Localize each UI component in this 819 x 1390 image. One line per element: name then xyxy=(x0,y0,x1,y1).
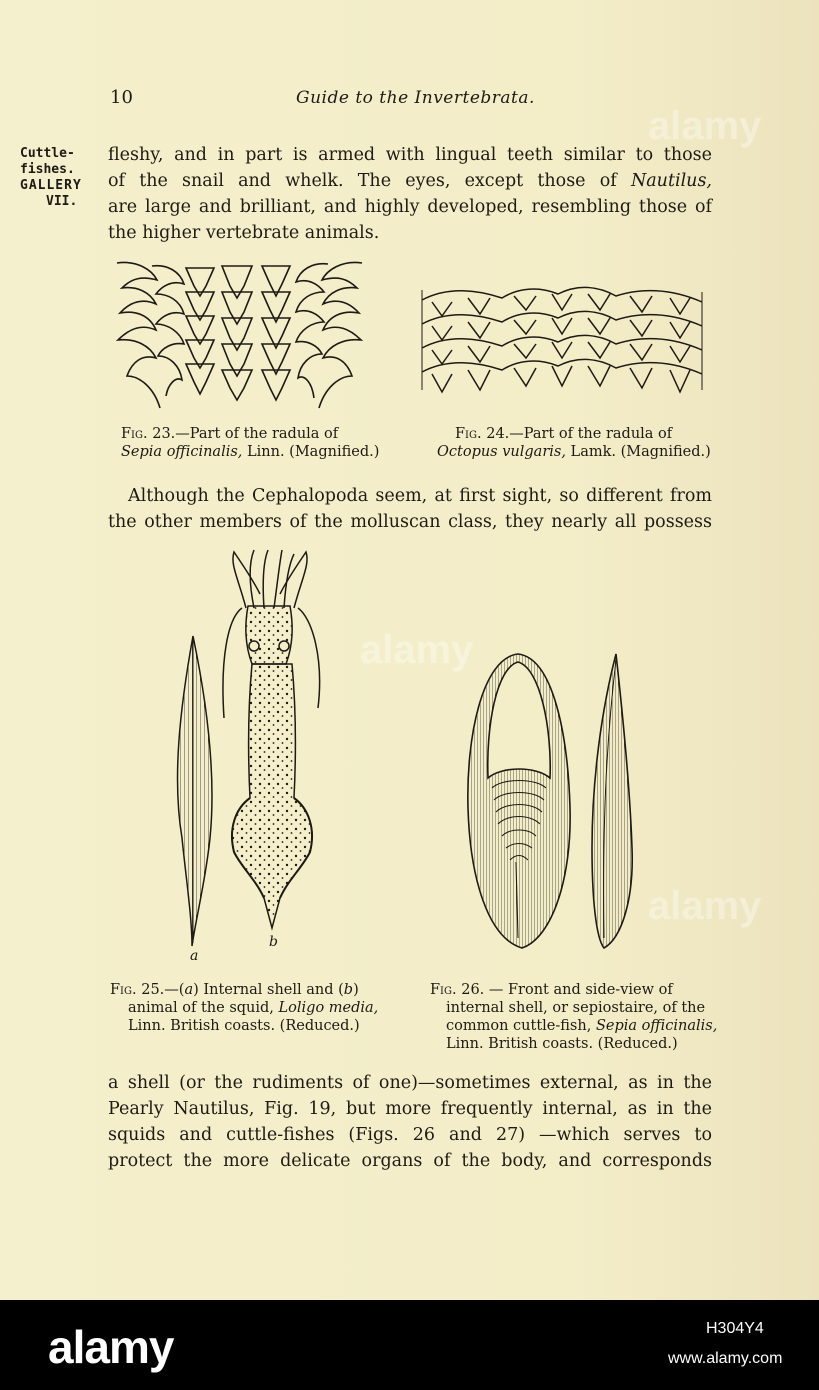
watermark: alamy xyxy=(648,884,762,928)
species-name: Loligo media, xyxy=(278,1000,379,1016)
text-line: are large and brilliant, and highly developed, resembling those of xyxy=(108,197,712,217)
squid-illustration xyxy=(168,548,348,948)
radula-row xyxy=(422,335,702,364)
fig-label: Fig. 23. xyxy=(121,426,176,442)
margin-note xyxy=(20,146,82,210)
caption-line xyxy=(430,1017,717,1035)
caption-line: Linn. British coasts. (Reduced.) xyxy=(446,1036,678,1052)
caption-text: ) xyxy=(353,982,359,998)
caption-text: ) Internal shell and ( xyxy=(193,982,344,998)
watermark: alamy xyxy=(648,104,762,148)
fig25-caption xyxy=(110,981,378,1035)
gallery-number: VII. xyxy=(46,194,78,209)
caption-line: internal shell, or sepiostaire, of the xyxy=(446,1000,706,1016)
paragraph-3 xyxy=(108,1070,712,1174)
caption-text: Lamk. (Magnified.) xyxy=(565,444,711,460)
caption-text: common cuttle-fish, xyxy=(446,1018,596,1034)
tooth-column xyxy=(319,262,362,408)
image-id: H304Y4 xyxy=(706,1320,764,1337)
tooth-column xyxy=(262,266,290,400)
species-name: Sepia officinalis, xyxy=(121,444,243,460)
caption-line xyxy=(121,443,379,461)
label-a: a xyxy=(190,948,199,964)
fig-label: Fig. 24. xyxy=(455,426,510,442)
running-title: Guide to the Invertebrata. xyxy=(296,88,535,108)
cuttlebone-illustration xyxy=(462,648,642,952)
italic-word: Nautilus, xyxy=(630,171,712,191)
fig-label: Fig. 26. xyxy=(430,982,485,998)
caption-text: —Part of the radula of xyxy=(509,426,673,442)
text-line: Although the Cephalopoda seem, at first sight, so different from xyxy=(128,486,712,506)
cuttlebone-front xyxy=(468,654,570,948)
margin-note-line: Cuttle- xyxy=(20,146,75,161)
caption-text: —Part of the radula of xyxy=(175,426,339,442)
fig23-caption xyxy=(121,425,379,461)
gallery-label: GALLERY xyxy=(20,178,82,193)
internal-shell-a xyxy=(178,636,213,946)
text-line: Pearly Nautilus, Fig. 19, but more frequently internal, as in the xyxy=(108,1099,712,1119)
tooth-column xyxy=(186,268,214,394)
fig26-caption xyxy=(430,981,717,1053)
radula-sepia-illustration xyxy=(112,258,368,414)
squid-b xyxy=(223,550,320,928)
radula-row xyxy=(422,287,702,316)
caption-line xyxy=(430,981,717,999)
caption-line: Linn. British coasts. (Reduced.) xyxy=(128,1018,360,1034)
paragraph-1 xyxy=(108,142,712,246)
stock-footer-bar xyxy=(0,1300,819,1390)
species-name: Octopus vulgaris, xyxy=(437,444,566,460)
cuttlebone-side xyxy=(592,654,632,948)
watermark: alamy xyxy=(360,628,474,672)
caption-line xyxy=(110,981,378,999)
caption-text: — Front and side-view of xyxy=(484,982,673,998)
paragraph-2 xyxy=(108,483,712,535)
text-line: the higher vertebrate animals. xyxy=(108,223,380,243)
text-span: of the snail and whelk. The eyes, except those of xyxy=(108,171,631,191)
radula-octopus-illustration xyxy=(418,280,708,410)
text-line: the other members of the molluscan class, they nearly all possess xyxy=(108,512,712,532)
tooth-column xyxy=(117,262,160,408)
caption-line xyxy=(437,425,711,443)
species-name: Sepia officinalis, xyxy=(595,1018,718,1034)
text-line: a shell (or the rudiments of one)—sometimes external, as in the xyxy=(108,1073,712,1093)
text-line: squids and cuttle-fishes (Figs. 26 and 27) —which serves to xyxy=(108,1125,712,1145)
caption-line xyxy=(110,999,378,1017)
fig24-caption xyxy=(437,425,711,461)
radula-row xyxy=(422,311,702,340)
tooth-column xyxy=(296,264,328,398)
caption-text: Linn. (Magnified.) xyxy=(242,444,380,460)
fig-label: Fig. 25. xyxy=(110,982,165,998)
margin-note-line: fishes. xyxy=(20,162,75,177)
tooth-column xyxy=(222,266,252,400)
caption-text: —( xyxy=(164,982,185,998)
caption-italic: a xyxy=(184,982,194,998)
alamy-logo: alamy xyxy=(48,1321,174,1373)
radula-row xyxy=(422,359,702,392)
caption-line xyxy=(121,425,379,443)
page-number: 10 xyxy=(110,87,133,108)
label-b: b xyxy=(269,934,278,950)
footer-url: www.alamy.com xyxy=(668,1350,783,1367)
caption-line xyxy=(437,443,711,461)
text-line: fleshy, and in part is armed with lingual teeth similar to those xyxy=(108,145,712,165)
caption-italic: b xyxy=(343,982,354,998)
text-line: protect the more delicate organs of the body, and corresponds xyxy=(108,1151,712,1171)
caption-text: animal of the squid, xyxy=(128,1000,279,1016)
text-line xyxy=(108,168,712,194)
